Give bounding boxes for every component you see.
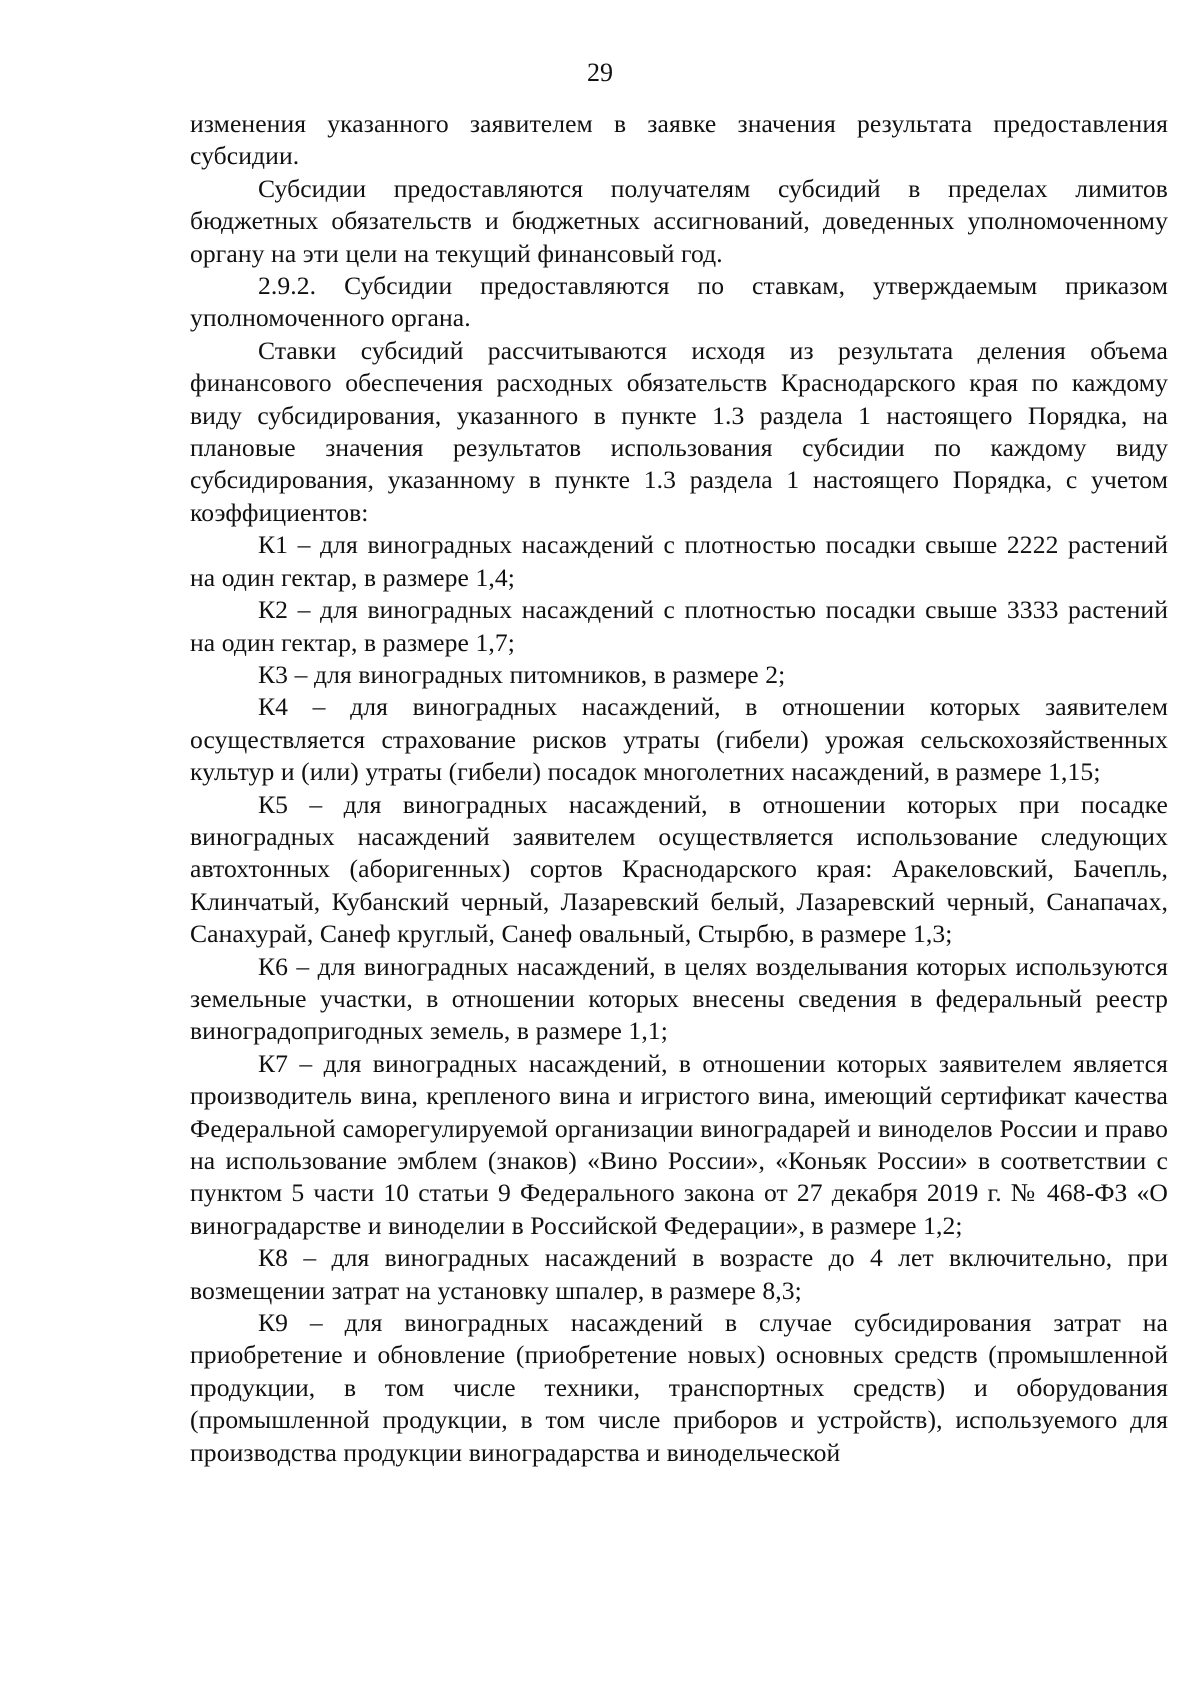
paragraph: К3 – для виноградных питомников, в размере 2; bbox=[258, 659, 786, 689]
paragraph: Ставки субсидий рассчитываются исходя из результата деления объема финансового обеспечения расходных обязательств Краснодарского края по каждому виду субсидирования, указанного в пункте 1.3 раздела 1 настоящего Порядка, на плановые значения результатов использования субсидии по каждому виду субсидирования, указанному в пункте 1.3 раздела 1 настоящего Порядка, с учетом коэффициентов: bbox=[190, 335, 1168, 527]
paragraph: Субсидии предоставляются получателям субсидий в пределах лимитов бюджетных обязательств и бюджетных ассигнований, доведенных уполномоченному органу на эти цели на текущий финансовый год. bbox=[190, 173, 1168, 268]
document-body bbox=[190, 108, 1168, 1469]
paragraph: К5 – для виноградных насаждений, в отношении которых при посадке виноградных насаждений заявителем осуществляется использование следующих автохтонных (аборигенных) сортов Краснодарского края: Аракеловский, Бачепль, Клинчатый, Кубанский черный, Лазаревский белый, Лазаревский черный, Санапачах, Санахурай, Санеф круглый, Санеф овальный, Стырбю, в размере 1,3; bbox=[190, 789, 1168, 949]
paragraph: К8 – для виноградных насаждений в возрасте до 4 лет включительно, при возмещении затрат на установку шпалер, в размере 8,3; bbox=[190, 1243, 1168, 1305]
paragraph: К6 – для виноградных насаждений, в целях возделывания которых используются земельные участки, в отношении которых внесены сведения в федеральный реестр виноградопригодных земель, в размере 1,1; bbox=[190, 951, 1168, 1046]
paragraph: К7 – для виноградных насаждений, в отношении которых заявителем является производитель вина, крепленого вина и игристого вина, имеющий сертификат качества Федеральной саморегулируемой организации виноградарей и виноделов России и право на использование эмблем (знаков) «Вино России», «Коньяк России» в соответствии с пунктом 5 части 10 статьи 9 Федерального закона от 27 декабря 2019 г. № 468-ФЗ «О виноградарстве и виноделии в Российской Федерации», в размере 1,2; bbox=[190, 1048, 1168, 1240]
paragraph: 2.9.2. Субсидии предоставляются по ставкам, утверждаемым приказом уполномоченного органа. bbox=[190, 271, 1168, 333]
paragraph: К4 – для виноградных насаждений, в отношении которых заявителем осуществляется страхование рисков утраты (гибели) урожая сельскохозяйственных культур и (или) утраты (гибели) посадок многолетних насаждений, в размере 1,15; bbox=[190, 692, 1168, 787]
paragraph: К1 – для виноградных насаждений с плотностью посадки свыше 2222 растений на один гектар, в размере 1,4; bbox=[190, 530, 1168, 592]
page-number: 29 bbox=[587, 58, 613, 87]
paragraph: К2 – для виноградных насаждений с плотностью посадки свыше 3333 растений на один гектар, в размере 1,7; bbox=[190, 595, 1168, 657]
paragraph: К9 – для виноградных насаждений в случае субсидирования затрат на приобретение и обновление (приобретение новых) основных средств (промышленной продукции, в том числе техники, транспортных средств) и оборудования (промышленной продукции, в том числе приборов и устройств), используемого для производства продукции виноградарства и винодельческой bbox=[190, 1308, 1168, 1467]
paragraph: изменения указанного заявителем в заявке значения результата предоставления субсидии. bbox=[190, 109, 1168, 171]
